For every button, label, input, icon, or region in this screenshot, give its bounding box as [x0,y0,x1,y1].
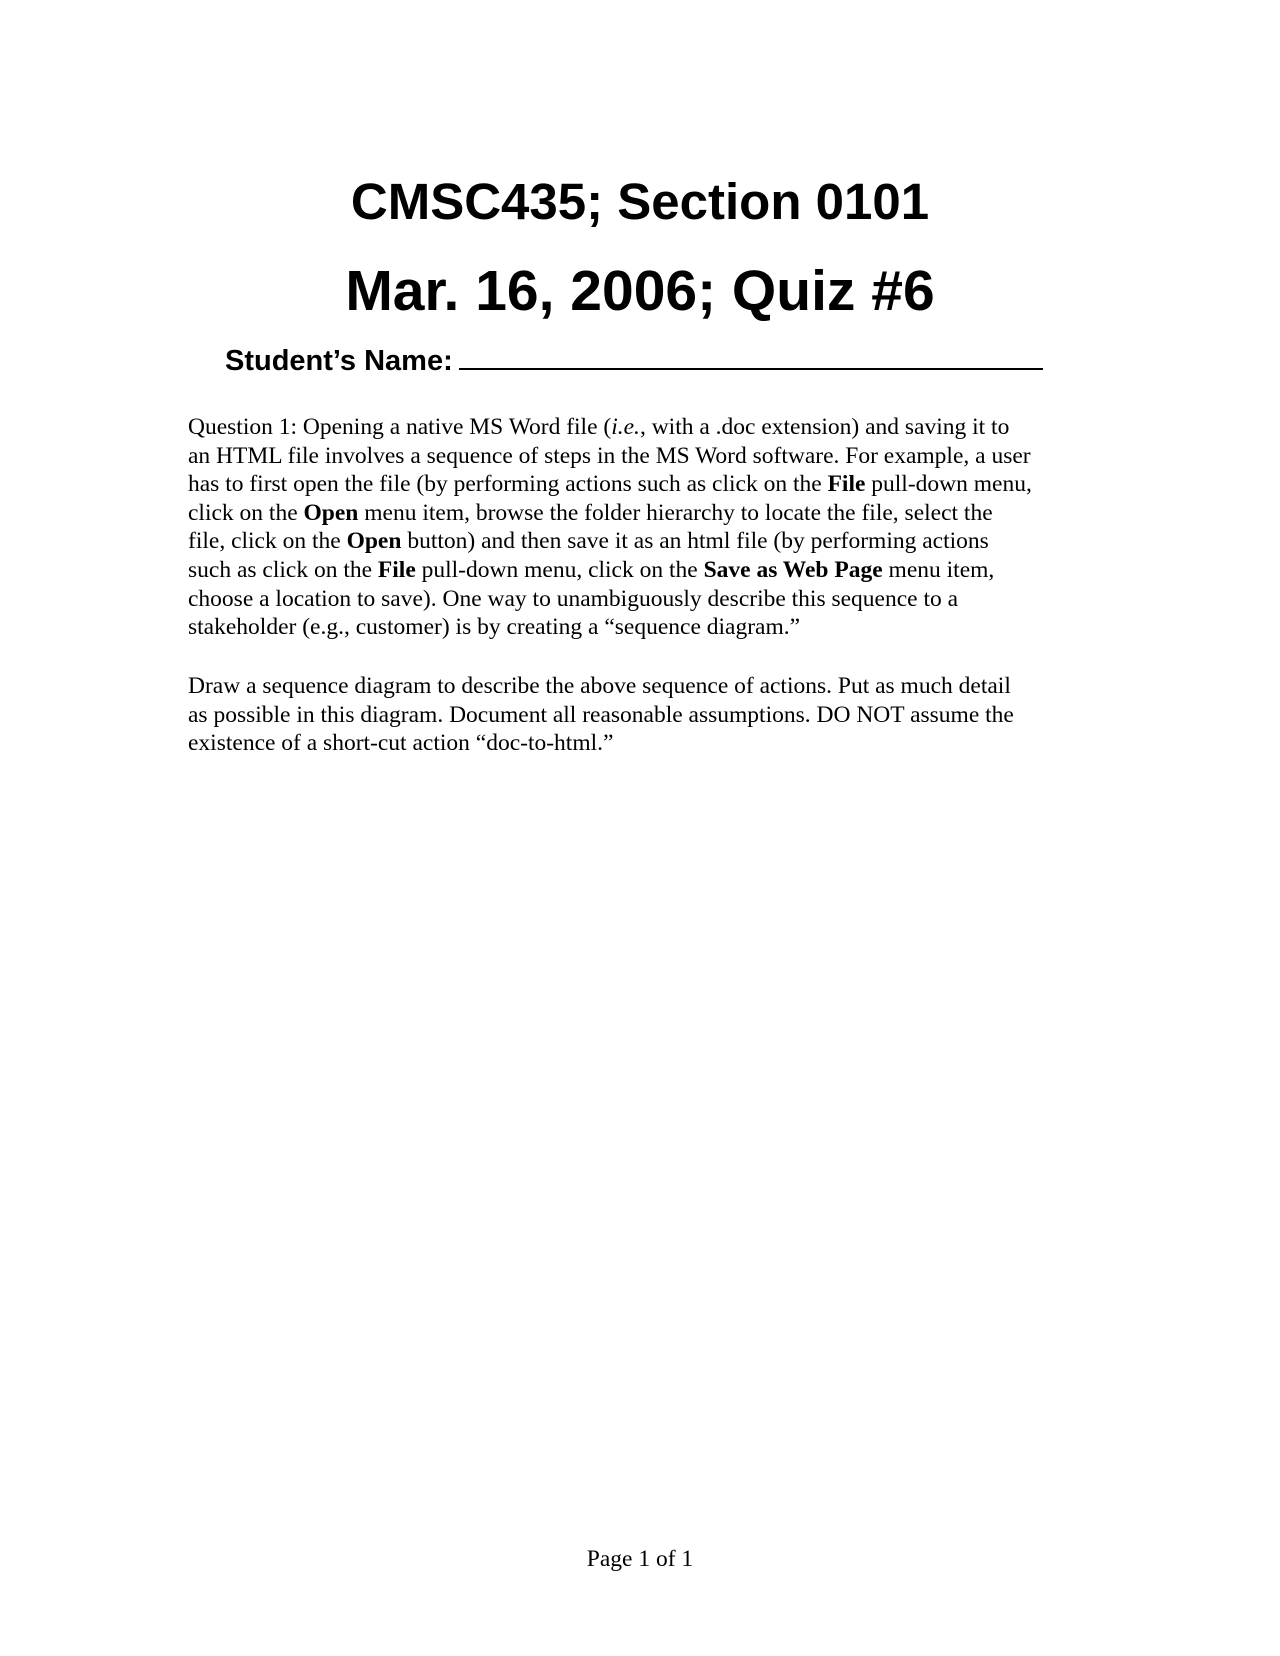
text-line [188,470,1108,499]
student-name-label: Student’s Name: [225,345,453,377]
student-name-row [225,342,1043,379]
text-line [188,442,1108,471]
text-run: click on the [188,499,304,526]
bold-term: Open [303,499,359,526]
text-line [188,701,1108,730]
instructions-paragraph [188,672,1108,758]
text-run: menu item, [882,556,995,583]
italic-term: i.e. [611,414,640,440]
text-run: stakeholder (e.g., customer) is by creating a “sequence diagram.” [188,614,801,641]
bold-term: File [827,471,866,498]
text-run: has to first open the file (by performing actions such as click on the [188,471,828,498]
quiz-date-title: Mar. 16, 2006; Quiz #6 [345,259,935,323]
text-run: existence of a short-cut action “doc-to-html.” [188,730,614,757]
text-line [188,413,1108,442]
text-line [188,527,1108,556]
text-line [188,585,1108,614]
text-line [188,672,1108,701]
page-number-footer: Page 1 of 1 [586,1546,694,1572]
text-run: , with a .doc extension) and saving it to [639,414,1010,440]
text-run: menu item, browse the folder hierarchy to locate the file, select the [358,499,993,526]
text-run: such as click on the [188,556,378,583]
text-line [188,729,1108,758]
text-run: as possible in this diagram. Document all reasonable assumptions. DO NOT assume the [188,701,1014,728]
text-run: pull-down menu, click on the [415,556,704,583]
course-section-title: CMSC435; Section 0101 [350,173,930,230]
text-line [188,556,1108,585]
text-line [188,613,1108,642]
text-run: Question 1: Opening a native MS Word file ( [188,414,612,440]
text-line [188,499,1108,528]
text-run: file, click on the [188,528,347,555]
text-run: pull-down menu, [865,471,1032,498]
student-name-blank-line [459,342,1043,370]
text-run: an HTML file involves a sequence of steps in the MS Word software. For example, a user [188,442,1031,469]
text-run: button) and then save it as an html file (by performing actions [401,528,989,555]
text-run: choose a location to save). One way to unambiguously describe this sequence to a [188,585,959,612]
bold-term: File [377,556,416,583]
text-run: Draw a sequence diagram to describe the above sequence of actions. Put as much detail [188,673,1011,699]
bold-term: Save as Web Page [703,556,883,583]
bold-term: Open [346,528,402,555]
question-1-paragraph [188,413,1108,642]
